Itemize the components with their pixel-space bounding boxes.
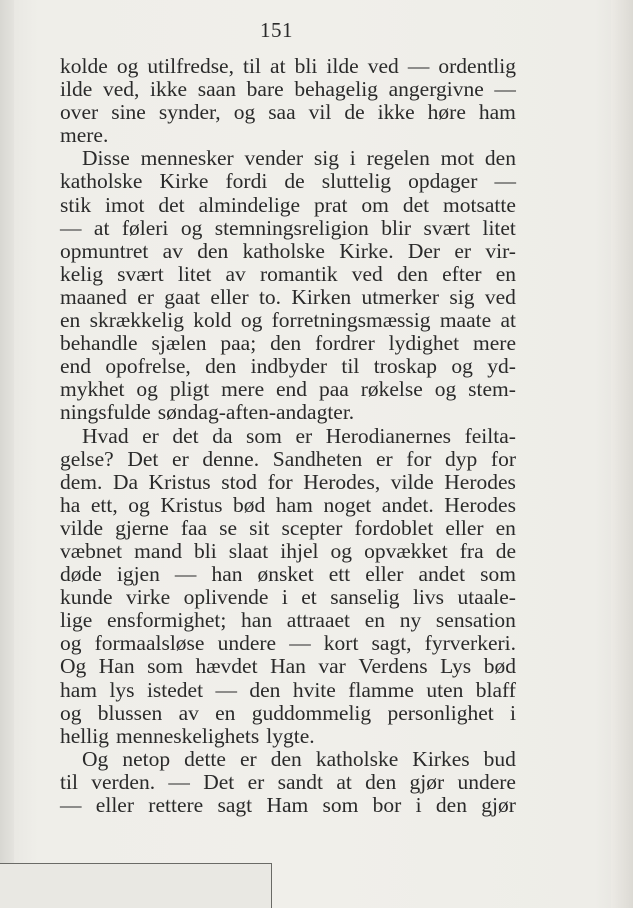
text-line: mykhet og pligt mere end paa røkelse og stem-: [60, 377, 516, 402]
text-line: en skrækkelig kold og forretningsmæssig maate at: [60, 308, 516, 333]
text-line: behandle sjælen paa; den fordrer lydighet mere: [60, 331, 516, 356]
text-line: dem. Da Kristus stod for Herodes, vilde Herodes: [60, 469, 516, 494]
text-line: ham lys istedet — den hvite flamme uten blaff: [60, 677, 516, 702]
text-line: kunde virke oplivende i et sanselig livs utaale-: [60, 585, 516, 610]
page-number: 151: [260, 18, 293, 42]
text-line: lige ensformighet; han attraaet en ny sensation: [60, 608, 516, 633]
text-line: Og Han som hævdet Han var Verdens Lys bød: [60, 654, 516, 679]
text-line: kelig svært litet av romantik ved den efter en: [60, 261, 516, 286]
text-line: Disse mennesker vender sig i regelen mot den: [82, 146, 516, 171]
text-line: til verden. — Det er sandt at den gjør undere: [60, 769, 516, 794]
text-line: end opofrelse, den indbyder til troskap og yd-: [60, 354, 516, 379]
page-left-edge: [0, 0, 14, 908]
page-right-edge: [611, 0, 633, 908]
text-line: ningsfulde søndag-aften-andagter.: [60, 400, 355, 425]
text-line: ilde ved, ikke saan bare behagelig angergivne —: [60, 77, 516, 102]
text-line: ha ett, og Kristus bød ham noget andet. Herodes: [60, 492, 516, 517]
text-line: maaned er gaat eller to. Kirken utmerker sig ved: [60, 284, 516, 309]
text-line: kolde og utilfredse, til at bli ilde ved — ordentlig: [60, 54, 516, 78]
text-line: gelse? Det er denne. Sandheten er for dyp for: [60, 446, 516, 471]
text-line: stik imot det almindelige prat om det motsatte: [60, 192, 516, 217]
text-line: vilde gjerne faa se sit scepter fordoblet eller en: [60, 515, 516, 540]
text-line: mere.: [60, 123, 109, 148]
scan-label-box: [0, 863, 272, 908]
text-line: og formaalsløse undere — kort sagt, fyrverkeri.: [60, 631, 516, 656]
text-line: over sine synder, og saa vil de ikke høre ham: [60, 100, 516, 125]
text-line: Og netop dette er den katholske Kirkes bud: [82, 746, 516, 771]
text-line: — at føleri og stemningsreligion blir svært litet: [60, 215, 516, 240]
text-line: væbnet mand bli slaat ihjel og opvækket fra de: [60, 538, 516, 563]
text-line: — eller rettere sagt Ham som bor i den gjør: [60, 793, 516, 817]
text-line: Hvad er det da som er Herodianernes feilta-: [82, 423, 516, 448]
text-line: og blussen av en guddommelig personlighet i: [60, 700, 516, 725]
text-line: hellig menneskelighets lygte.: [60, 723, 315, 748]
text-line: opmuntret av den katholske Kirke. Der er vir-: [60, 238, 516, 263]
text-line: døde igjen — han ønsket ett eller andet som: [60, 562, 516, 587]
text-line: katholske Kirke fordi de sluttelig opdager —: [60, 169, 516, 194]
body-text: [60, 55, 516, 817]
